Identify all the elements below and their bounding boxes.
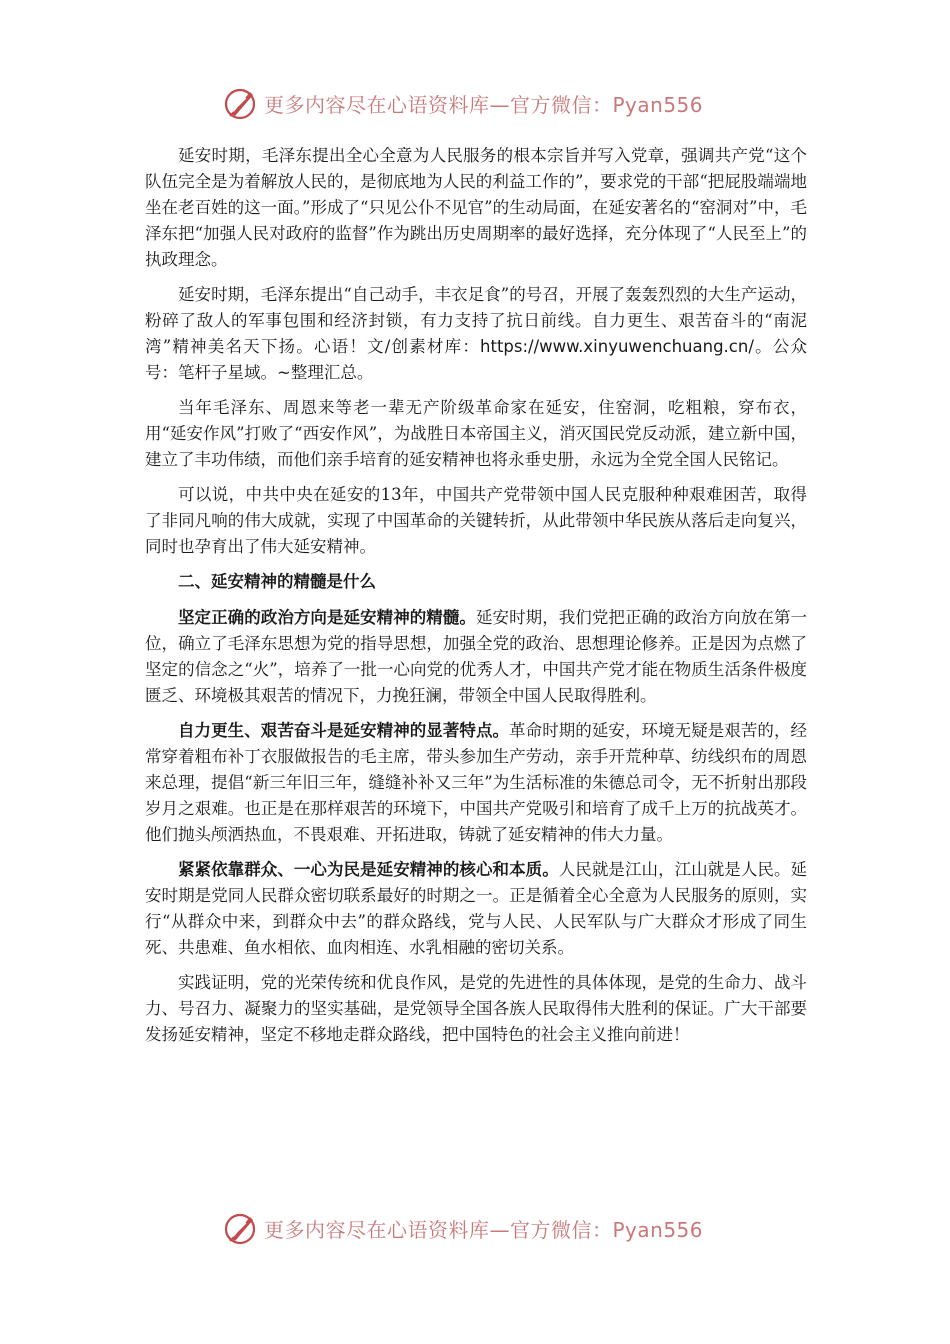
- paragraph-lead: 坚定正确的政治方向是延安精神的精髓。: [178, 608, 476, 627]
- paragraph: 紧紧依靠群众、一心为民是延安精神的核心和本质。人民就是江山，江山就是人民。延安时期是党同人民群众密切联系最好的时期之一。正是循着全心全意为人民服务的原则，实行“从群众中来，到群众中去”的群众路线，党与人民、人民军队与广大群众才形成了同生死、共患难、鱼水相依、血肉相连、水乳相融的密切关系。: [145, 860, 808, 957]
- document-body: [145, 143, 807, 1057]
- feather-pen-circle-icon: [222, 1209, 260, 1247]
- banner-text: 更多内容尽在心语资料库—官方微信：Pyan556: [264, 1217, 704, 1242]
- paragraph: 坚定正确的政治方向是延安精神的精髓。延安时期，我们党把正确的政治方向放在第一位，确立了毛泽东思想为党的指导思想，加强全党的政治、思想理论修养。正是因为点燃了坚定的信念之“火”，培养了一批一心向党的优秀人才，中国共产党才能在物质生活条件极度匮乏、环境极其艰苦的情况下，力挽狂澜，带领全中国人民取得胜利。: [145, 608, 808, 705]
- footer-banner: [222, 1209, 703, 1247]
- section-heading: 二、延安精神的精髓是什么: [178, 572, 376, 591]
- header-banner: [222, 84, 703, 122]
- paragraph: 延安时期，毛泽东提出“自己动手，丰衣足食”的号召，开展了轰轰烈烈的大生产运动，粉碎了敌人的军事包围和经济封锁，有力支持了抗日前线。自力更生、艰苦奋斗的“南泥湾”精神美名天下扬。心语！文/创素材库：https://www.xinyuwenchuang.cn/。公众号：笔杆子星域。~整理汇总。: [145, 285, 807, 382]
- paragraph: 实践证明，党的光荣传统和优良作风，是党的先进性的具体体现，是党的生命力、战斗力、号召力、凝聚力的坚实基础，是党领导全国各族人民取得伟大胜利的保证。广大干部要发扬延安精神，坚定不移地走群众路线，把中国特色的社会主义推向前进！: [145, 973, 807, 1044]
- paragraph: 延安时期，毛泽东提出全心全意为人民服务的根本宗旨并写入党章，强调共产党“这个队伍完全是为着解放人民的，是彻底地为人民的利益工作的”，要求党的干部“把屁股端端地坐在老百姓的这一面。”形成了“只见公仆不见官”的生动局面，在延安著名的“窑洞对”中，毛泽东把“加强人民对政府的监督”作为跳出历史周期率的最好选择，充分体现了“人民至上”的执政理念。: [145, 146, 807, 269]
- feather-pen-circle-icon: [222, 84, 260, 122]
- paragraph-lead: 自力更生、艰苦奋斗是延安精神的显著特点。: [178, 721, 510, 740]
- paragraph: 自力更生、艰苦奋斗是延安精神的显著特点。革命时期的延安，环境无疑是艰苦的，经常穿着粗布补丁衣服做报告的毛主席，带头参加生产劳动，亲手开荒种草、纺线织布的周恩来总理，提倡“新三年旧三年，缝缝补补又三年”为生活标准的朱德总司令，无不折射出那段岁月之艰难。也正是在那样艰苦的环境下，中国共产党吸引和培育了成千上万的抗战英才。他们抛头颅洒热血，不畏艰难、开拓进取，铸就了延安精神的伟大力量。: [145, 721, 808, 844]
- banner-text: 更多内容尽在心语资料库—官方微信：Pyan556: [264, 92, 704, 117]
- paragraph: 可以说，中共中央在延安的13年，中国共产党带领中国人民克服种种艰难困苦，取得了非同凡响的伟大成就，实现了中国革命的关键转折，从此带领中华民族从落后走向复兴，同时也孕育出了伟大延安精神。: [145, 485, 807, 556]
- paragraph: 当年毛泽东、周恩来等老一辈无产阶级革命家在延安，住窑洞，吃粗粮，穿布衣，用“延安作风”打败了“西安作风”，为战胜日本帝国主义，消灭国民党反动派，建立新中国，建立了丰功伟绩，而他们亲手培育的延安精神也将永垂史册，永远为全党全国人民铭记。: [145, 398, 807, 469]
- source-link[interactable]: https://www.xinyuwenchuang.cn/: [480, 337, 754, 356]
- paragraph-lead: 紧紧依靠群众、一心为民是延安精神的核心和本质。: [178, 860, 559, 879]
